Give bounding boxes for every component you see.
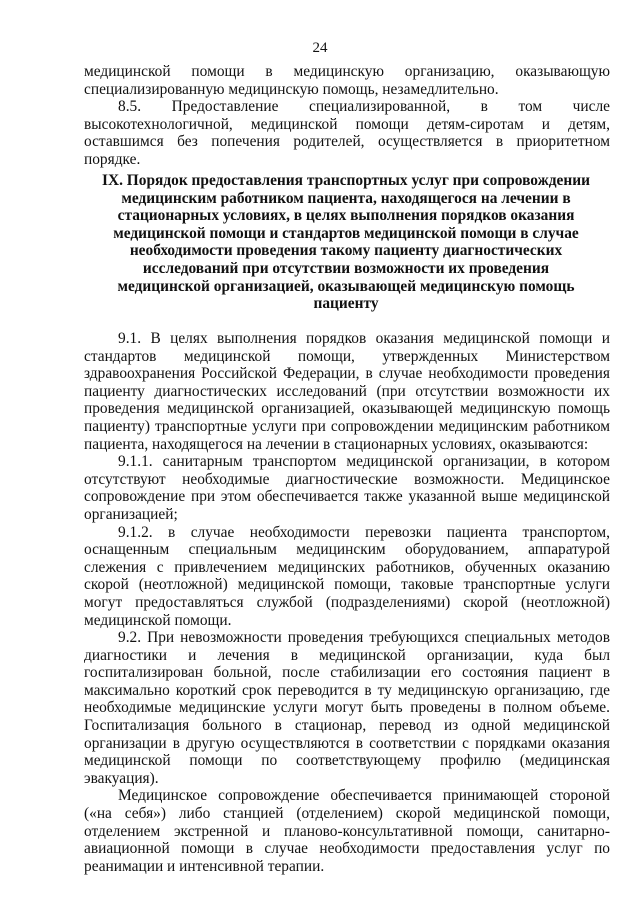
section-heading: IX. Порядок предоставления транспортных услуг при сопровождении медицинским работником пациента, находящегося на лечении в стационарных условиях, в целях выполнения порядков оказания медицинской помощи и стандартов медицинской помощи в случае необходимости проведения такому пациенту диагностических исследований при отсутствии возможности их проведения медицинской организацией, оказывающей медицинскую помощь пациенту bbox=[102, 172, 590, 313]
paragraph-9-1-2: 9.1.2. в случае необходимости перевозки пациента транспортом, оснащенным специальным медицинским оборудованием, аппаратурой слежения с привлечением медицинских работников, обученных оказанию скорой (неотложной) медицинской помощи, таковые транспортные услуги могут предоставляться службой (подразделениями) скорой (неотложной) медицинской помощи. bbox=[84, 523, 610, 629]
section-body bbox=[84, 330, 610, 875]
paragraph-9-1: 9.1. В целях выполнения порядков оказания медицинской помощи и стандартов медицинской помощи, утвержденных Министерством здравоохранения Российской Федерации, в случае необходимости проведения пациенту диагностических исследований (при отсутствии возможности их проведения медицинской организацией, оказывающей медицинскую помощь пациенту) транспортные услуги при сопровождении медицинским работником пациента, находящегося на лечении в стационарных условиях, оказываются: bbox=[84, 330, 610, 453]
page-number: 24 bbox=[312, 40, 328, 56]
paragraph-medical-escort: Медицинское сопровождение обеспечивается принимающей стороной («на себя») либо станцией (отделением) скорой медицинской помощи, отделением экстренной и планово-консультативной помощи, санитарно-авиационной помощи в случае необходимости предоставления услуг по реанимации и интенсивной терапии. bbox=[84, 787, 610, 875]
intro-block bbox=[84, 63, 610, 169]
paragraph-9-1-1: 9.1.1. санитарным транспортом медицинской организации, в котором отсутствуют необходимые диагностические возможности. Медицинское сопровождение при этом обеспечивается также указанной выше медицинской организацией; bbox=[84, 453, 610, 523]
paragraph-continuation: медицинской помощи в медицинскую организацию, оказывающую специализированную медицинскую помощь, незамедлительно. bbox=[84, 63, 610, 98]
paragraph-8-5: 8.5. Предоставление специализированной, в том числе высокотехнологичной, медицинской помощи детям-сиротам и детям, оставшимся без попечения родителей, осуществляется в приоритетном порядке. bbox=[84, 98, 610, 168]
paragraph-9-2: 9.2. При невозможности проведения требующихся специальных методов диагностики и лечения в медицинской организации, куда был госпитализирован больной, после стабилизации его состояния пациент в максимально короткий срок переводится в ту медицинскую организацию, где необходимые медицинские услуги могут быть проведены в полном объеме. Госпитализация больного в стационар, перевод из одной медицинской организации в другую осуществляются в соответствии с порядками оказания медицинской помощи по соответствующему профилю (медицинская эвакуация). bbox=[84, 629, 610, 787]
